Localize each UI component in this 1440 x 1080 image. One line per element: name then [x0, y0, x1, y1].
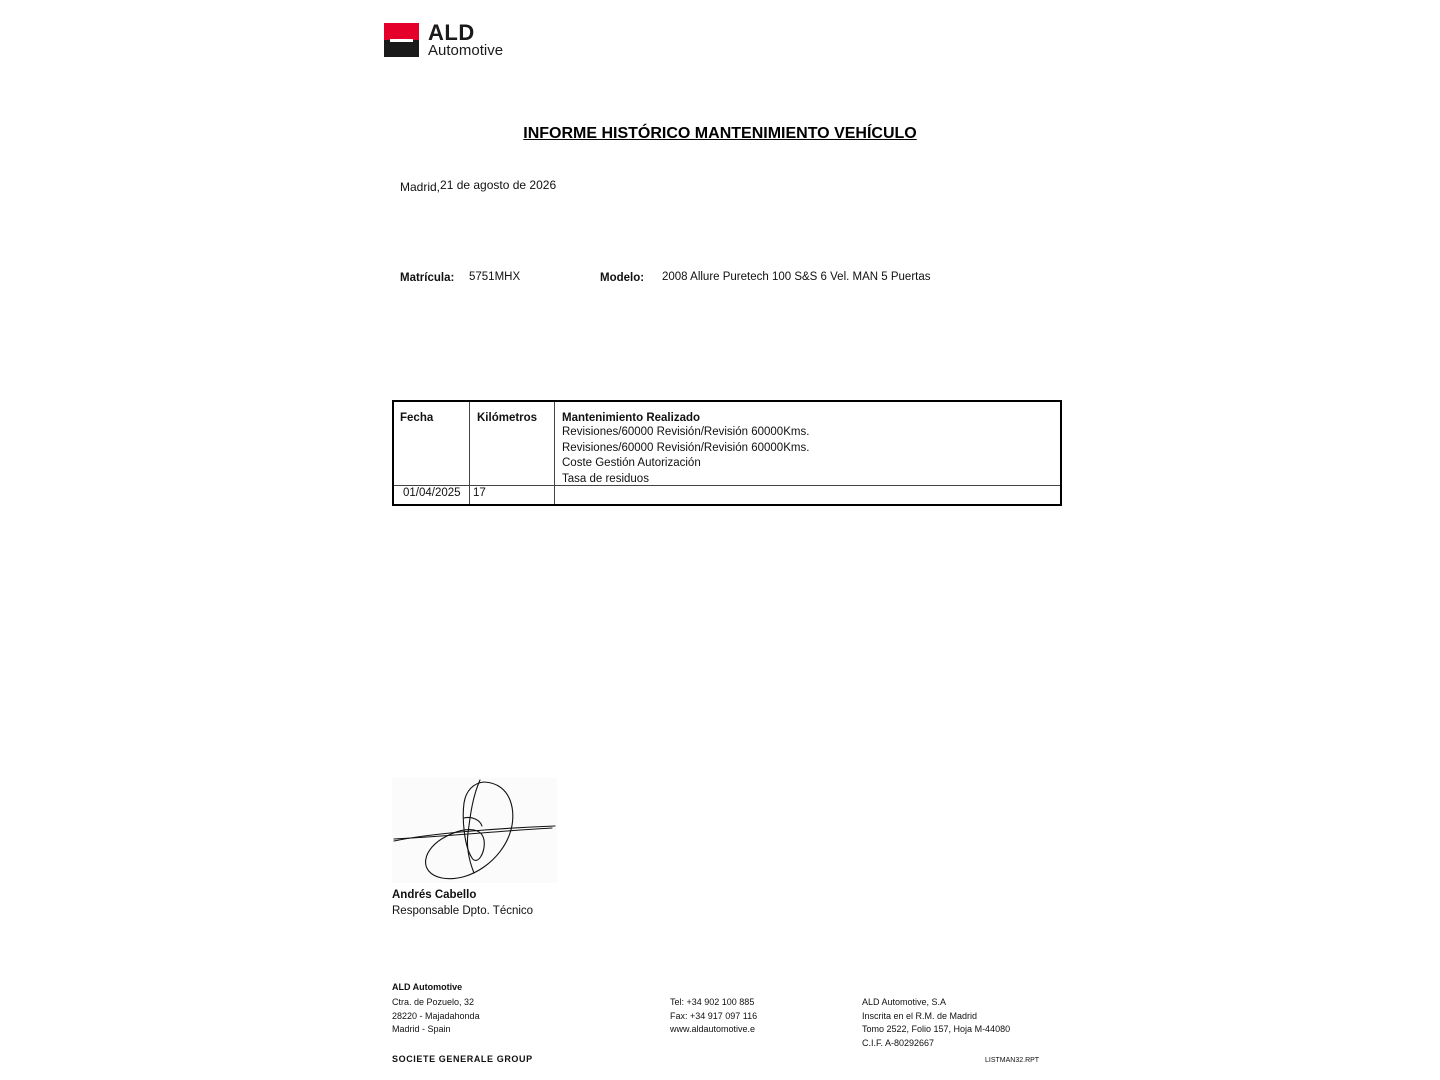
footer-phone: Tel: +34 902 100 885	[670, 997, 755, 1007]
footer-address-line: Ctra. de Pozuelo, 32	[392, 997, 475, 1007]
footer-legal-line: ALD Automotive, S.A	[862, 997, 947, 1007]
table-divider	[554, 402, 555, 504]
row-date: 01/04/2025	[403, 487, 461, 499]
signature-image	[392, 778, 557, 883]
report-city: Madrid,	[400, 180, 441, 194]
ald-logo-mark	[384, 23, 419, 57]
header-date: Fecha	[400, 412, 434, 424]
group-name: SOCIETE GENERALE GROUP	[392, 1054, 533, 1064]
footer-legal	[862, 996, 1010, 1050]
maintenance-item: Revisiones/60000 Revisión/Revisión 60000Kms.	[562, 426, 810, 438]
plate-value: 5751MHX	[469, 271, 521, 283]
model-value: 2008 Allure Puretech 100 S&S 6 Vel. MAN 5 Puertas	[662, 271, 931, 283]
footer-brand: ALD Automotive	[392, 982, 463, 992]
signature-scribble	[392, 778, 557, 883]
maintenance-table	[392, 400, 1062, 506]
footer-legal-line: C.I.F. A-80292667	[862, 1037, 935, 1048]
footer-address-line: Madrid - Spain	[392, 1024, 451, 1034]
signer-name: Andrés Cabello	[392, 889, 477, 901]
report-date-line	[400, 178, 556, 192]
footer-legal-line: Inscrita en el R.M. de Madrid	[862, 1010, 978, 1021]
report-code: LISTMAN32.RPT	[985, 1057, 1040, 1064]
maintenance-item: Tasa de residuos	[562, 472, 649, 485]
footer-fax: Fax: +34 917 097 116	[670, 1010, 758, 1021]
model-label: Modelo:	[600, 272, 645, 284]
header-km: Kilómetros	[477, 412, 538, 424]
footer-legal-line: Tomo 2522, Folio 157, Hoja M-44080	[862, 1024, 1011, 1034]
footer-website: www.aldautomotive.e	[670, 1024, 756, 1034]
table-row-divider	[394, 485, 1060, 486]
header-maintenance: Mantenimiento Realizado	[562, 412, 701, 424]
table-divider	[469, 402, 470, 504]
maintenance-item: Coste Gestión Autorización	[562, 457, 701, 469]
report-title: INFORME HISTÓRICO MANTENIMIENTO VEHÍCULO	[523, 125, 917, 142]
footer-address	[392, 996, 480, 1037]
maintenance-item: Revisiones/60000 Revisión/Revisión 60000Kms.	[562, 441, 810, 454]
logo-brand-text: ALD	[428, 20, 475, 45]
footer-address-line: 28220 - Majadahonda	[392, 1010, 480, 1021]
signer-role: Responsable Dpto. Técnico	[392, 905, 534, 917]
report-date: 21 de agosto de 2026	[440, 178, 557, 192]
plate-label: Matrícula:	[400, 272, 455, 284]
row-km: 17	[473, 487, 486, 499]
footer-contact	[670, 996, 757, 1037]
logo-sub-text: Automotive	[428, 42, 504, 59]
